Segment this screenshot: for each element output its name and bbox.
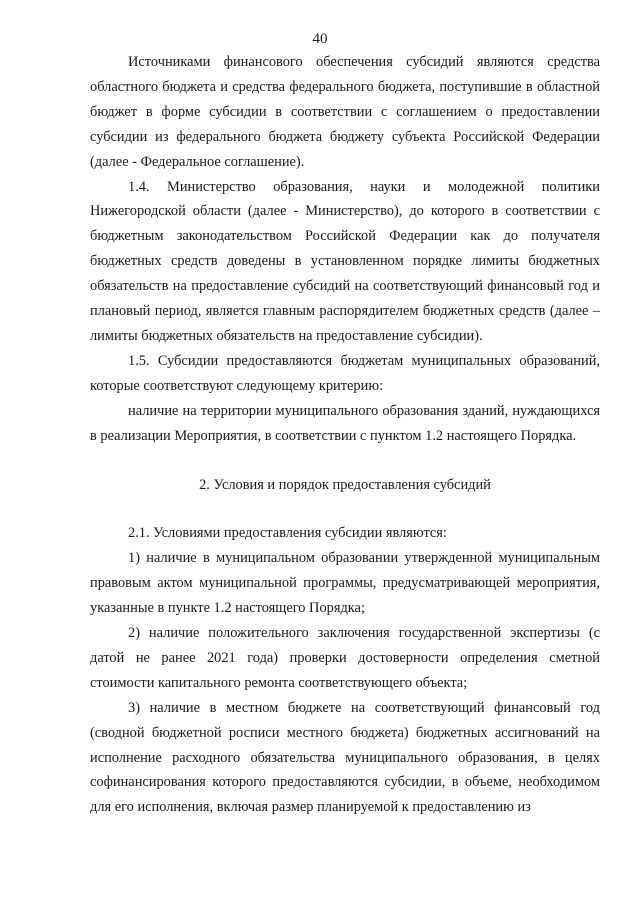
paragraph-1-4: 1.4. Министерство образования, науки и молодежной политики Нижегородской области (далее - Министерство), до которого в соответствии с бюджетным законодательством Российской Федерации как до получателя бюджетных средств доведены в установленном порядке лимиты бюджетных обязательств на предоставление субсидий на соответствующий финансовый год и плановый период, является главным распорядителем бюджетных средств (далее – лимиты бюджетных обязательств на предоставление субсидии). [90, 178, 600, 344]
paragraph-condition-1: 1) наличие в муниципальном образовании утвержденной муниципальным правовым актом муниципальной программы, предусматривающей мероприятия, указанные в пункте 1.2 настоящего Порядка; [90, 550, 600, 617]
paragraph-condition-2: 2) наличие положительного заключения государственной экспертизы (с датой не ранее 2021 года) проверки достоверности определения сметной стоимости капитального ремонта соответствующего объекта; [90, 625, 600, 691]
paragraph-criterion: наличие на территории муниципального образования зданий, нуждающихся в реализации Мероприятия, в соответствии с пунктом 1.2 настоящего Порядка. [90, 402, 600, 444]
paragraph-funding-sources: Источниками финансового обеспечения субсидий являются средства областного бюджета и средства федерального бюджета, поступившие в областной бюджет в форме субсидии в соответствии с соглашением о предоставлении субсидии из федерального бюджета бюджету субъекта Российской Федерации (далее - Федеральное соглашение). [90, 54, 600, 170]
paragraph-condition-3: 3) наличие в местном бюджете на соответствующий финансовый год (сводной бюджетной росписи местного бюджета) бюджетных ассигнований на исполнение расходного обязательства муниципального образования, в целях софинансирования которого предоставляются субсидии, в объеме, необходимом для его исполнения, включая размер планируемой к предоставлению из [90, 699, 600, 816]
section-heading: 2. Условия и порядок предоставления субсидий [199, 476, 491, 493]
page-number: 40 [312, 31, 328, 47]
document-body [90, 50, 600, 820]
paragraph-1-5: 1.5. Субсидии предоставляются бюджетам муниципальных образований, которые соответствуют следующему критерию: [90, 352, 600, 394]
paragraph-2-1: 2.1. Условиями предоставления субсидии являются: [128, 525, 447, 542]
